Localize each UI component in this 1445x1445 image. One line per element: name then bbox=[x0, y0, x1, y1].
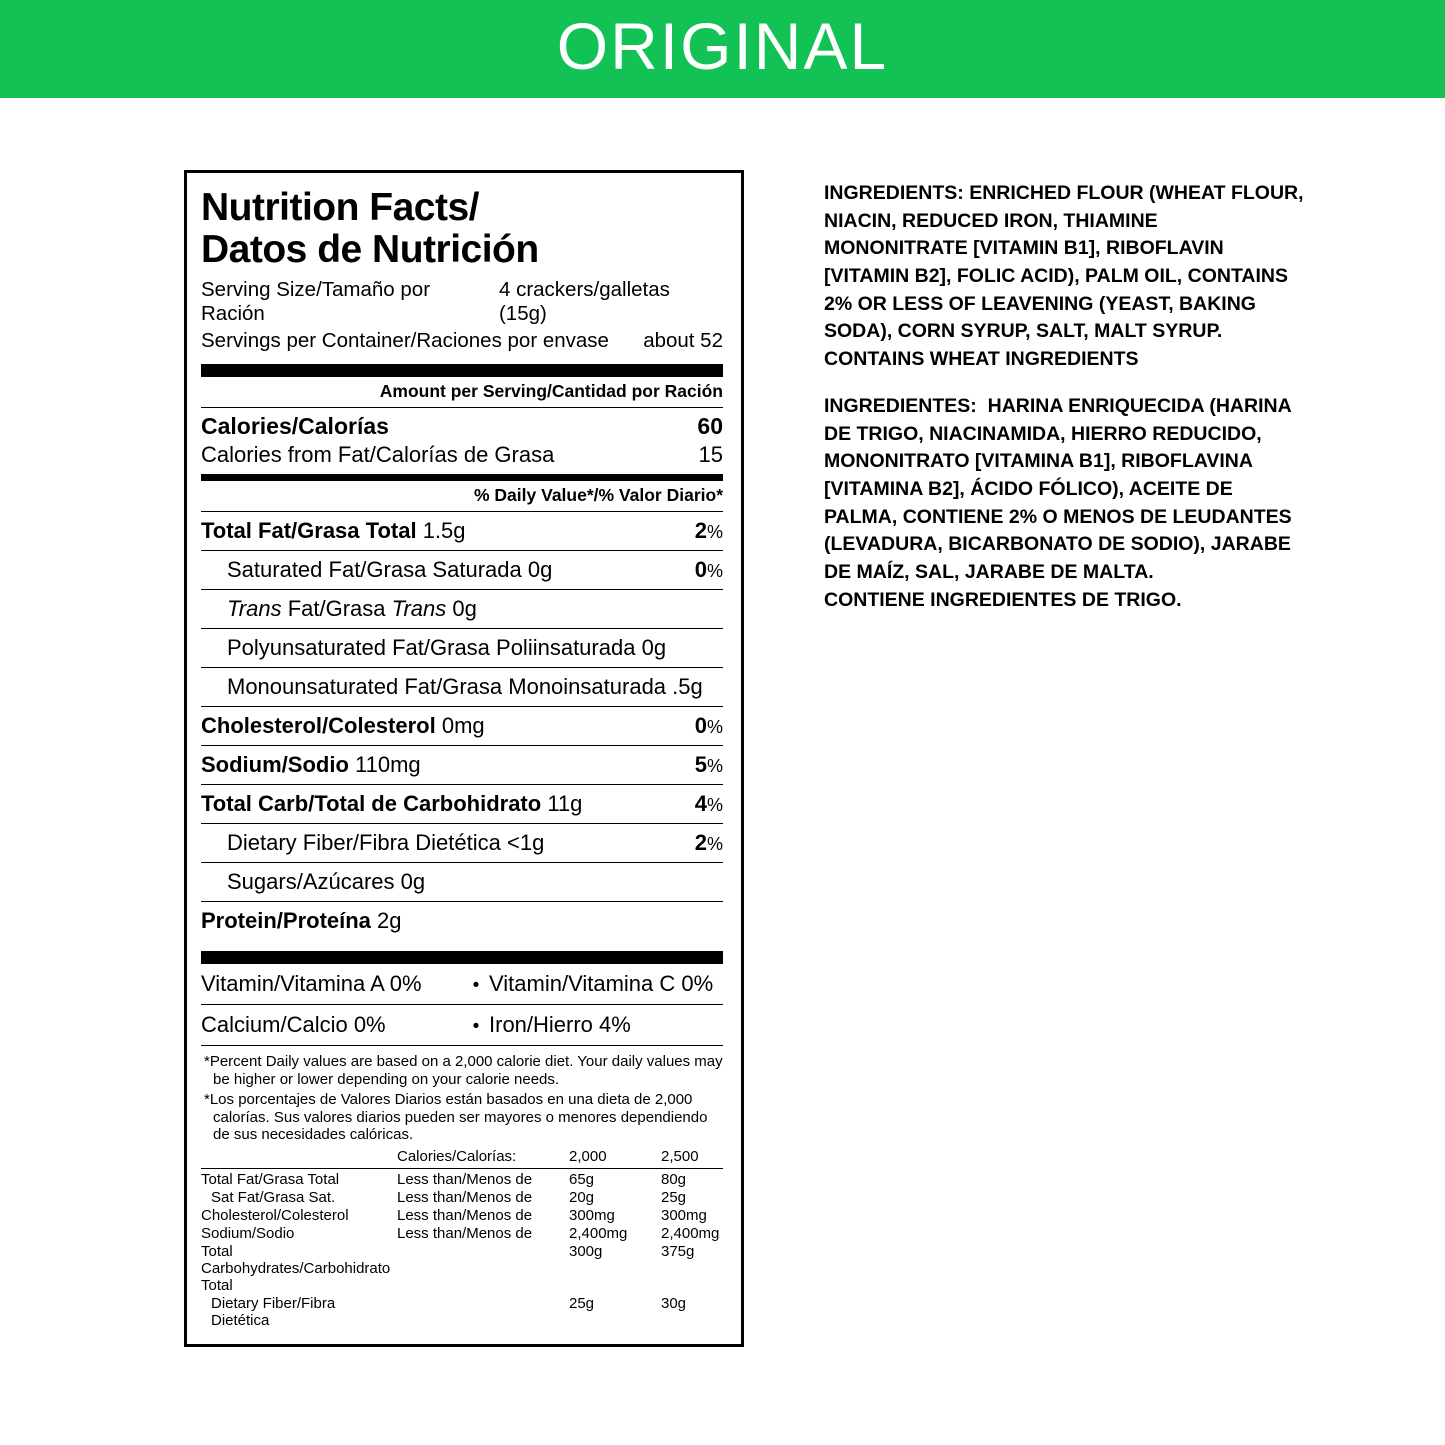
dv-qualifier bbox=[397, 1243, 569, 1295]
nutrient-amount: 110mg bbox=[355, 752, 421, 778]
serving-size-label: Serving Size/Tamaño por Ración bbox=[201, 278, 431, 326]
vitamin-a-value: Vitamin/Vitamina A 0% bbox=[201, 971, 422, 997]
nutrition-facts-title bbox=[201, 187, 723, 270]
nutrient-amount: .5g bbox=[672, 674, 703, 700]
dv-value-2500: 300mg bbox=[661, 1206, 707, 1224]
calories-value: 60 bbox=[697, 413, 723, 440]
bullet-icon: • bbox=[472, 1016, 480, 1038]
calories-row bbox=[201, 408, 723, 442]
nutrient-amount: <1g bbox=[507, 830, 545, 856]
footnote-es: *Los porcentajes de Valores Diarios están basados en una dieta de 2,000 calorías. Sus valores diarios pueden ser mayores o menores dependiendo de sus necesidades calóricas. bbox=[204, 1090, 708, 1144]
nutrient-amount: 1.5g bbox=[422, 518, 466, 544]
nutrient-label: Polyunsaturated Fat/Grasa Poliinsaturada bbox=[227, 635, 636, 661]
ingredients-en-text: ENRICHED FLOUR (WHEAT FLOUR, NIACIN, REDUCED IRON, THIAMINE MONONITRATE [VITAMIN B1], RIBOFLAVIN [VITAMIN B2], FOLIC ACID), PALM OIL, CONTAINS 2% OR LESS OF LEAVENING (YEAST, BAKING SODA), CORN SYRUP, SALT, MALT SYRUP. bbox=[824, 182, 1304, 343]
nutrient-label: Sugars/Azúcares bbox=[227, 869, 395, 895]
table-row bbox=[201, 1295, 723, 1330]
dv-col-2000: 2,000 bbox=[569, 1147, 607, 1165]
ingredients-panel bbox=[824, 170, 1304, 614]
dv-value-2000: 300g bbox=[569, 1242, 603, 1260]
dv-value-2000: 300mg bbox=[569, 1206, 615, 1224]
ingredients-es bbox=[824, 393, 1304, 587]
divider-thick-top bbox=[201, 364, 723, 377]
table-row: Trans Fat/Grasa Trans 0g bbox=[227, 596, 477, 622]
calcium-value: Calcium/Calcio 0% bbox=[201, 1012, 386, 1038]
nutrient-dv: 2 bbox=[694, 518, 707, 544]
dv-qualifier: Less than/Menos de bbox=[397, 1168, 569, 1189]
ingredients-es-text: HARINA ENRIQUECIDA (HARINA DE TRIGO, NIACINAMIDA, HIERRO REDUCIDO, MONONITRATO [VITAMINA B1], RIBOFLAVINA [VITAMINA B2], ÁCIDO FÓLICO), ACEITE DE PALMA, CONTIENE 2% O MENOS DE LEUDANTES (LEVADURA, BICARBONATO DE SODIO), JARABE DE MAÍZ, SAL, JARABE DE MALTA. bbox=[824, 394, 1292, 583]
table-row bbox=[201, 1243, 723, 1295]
dv-value-2000: 20g bbox=[569, 1188, 595, 1206]
nutrient-label: Protein/Proteína bbox=[201, 908, 371, 934]
table-row: Saturated Fat/Grasa Saturada 0g 0% bbox=[227, 557, 723, 583]
dv-value-2000: 25g bbox=[569, 1294, 595, 1312]
servings-per-container-row bbox=[201, 329, 723, 353]
dv-name: Total Carbohydrates/Carbohidrato Total bbox=[201, 1242, 391, 1294]
dv-qualifier: Less than/Menos de bbox=[397, 1224, 533, 1242]
table-row: Sodium/Sodio 110mg 5% bbox=[201, 752, 723, 778]
dv-col-2500: 2,500 bbox=[661, 1147, 699, 1165]
table-row bbox=[201, 1005, 723, 1045]
nutrient-amount: 0g bbox=[527, 557, 553, 583]
dv-empty-cell bbox=[201, 1148, 397, 1169]
table-row bbox=[201, 629, 723, 667]
nutrient-label-es: Trans bbox=[391, 596, 447, 622]
nutrient-label: Dietary Fiber/Fibra Dietética bbox=[227, 830, 501, 856]
nutrient-label: Cholesterol/Colesterol bbox=[201, 713, 436, 739]
calories-from-fat-value: 15 bbox=[698, 442, 723, 468]
dv-qualifier: Less than/Menos de bbox=[397, 1206, 533, 1224]
dv-value-2500: 375g bbox=[661, 1242, 695, 1260]
contains-statement-en: CONTAINS WHEAT INGREDIENTS bbox=[824, 348, 1139, 371]
nutrient-label: Monounsaturated Fat/Grasa Monoinsaturada bbox=[227, 674, 667, 700]
ingredients-es-heading: INGREDIENTES: bbox=[824, 394, 977, 417]
table-row bbox=[201, 863, 723, 901]
nutrient-amount: 0g bbox=[400, 869, 426, 895]
daily-value-header: % Daily Value*/% Valor Diario* bbox=[474, 485, 723, 506]
nutrient-label: Saturated Fat/Grasa Saturada bbox=[227, 557, 522, 583]
spacer bbox=[824, 374, 1304, 393]
dv-qualifier bbox=[397, 1295, 569, 1330]
table-row bbox=[201, 1207, 723, 1225]
servings-per-container-value: about 52 bbox=[643, 329, 723, 353]
table-row bbox=[201, 1168, 723, 1189]
nutrient-label: Sodium/Sodio bbox=[201, 752, 349, 778]
dv-name: Sodium/Sodio bbox=[201, 1224, 295, 1242]
table-row: Cholesterol/Colesterol 0mg 0% bbox=[201, 713, 723, 739]
nutrient-label: Total Fat/Grasa Total bbox=[201, 518, 417, 544]
nutrient-dv: 0 bbox=[694, 557, 707, 583]
footnote-en: *Percent Daily values are based on a 2,000 calorie diet. Your daily values may be higher or lower depending on your calorie needs. bbox=[204, 1053, 723, 1089]
iron-value: Iron/Hierro 4% bbox=[489, 1012, 631, 1038]
nutrition-facts-panel bbox=[184, 170, 744, 1347]
dv-value-2500: 80g bbox=[661, 1168, 723, 1189]
ingredients-en bbox=[824, 180, 1304, 346]
table-row: Dietary Fiber/Fibra Dietética <1g 2% bbox=[227, 830, 723, 856]
dv-qualifier: Less than/Menos de bbox=[397, 1188, 533, 1206]
nutrient-label: Total Carb/Total de Carbohidrato bbox=[201, 791, 542, 817]
dv-name: Total Fat/Grasa Total bbox=[201, 1168, 397, 1189]
nutrition-facts-title-es: Datos de Nutrición bbox=[201, 227, 539, 271]
calories-from-fat-label: Calories from Fat/Calorías de Grasa bbox=[201, 442, 555, 468]
nutrient-dv: 2 bbox=[694, 830, 707, 856]
banner-title: ORIGINAL bbox=[556, 9, 889, 83]
bullet-icon: • bbox=[472, 975, 480, 997]
table-header-row bbox=[201, 1148, 723, 1169]
nutrient-dv: 5 bbox=[694, 752, 707, 778]
serving-size-row bbox=[201, 278, 723, 326]
dv-name: Dietary Fiber/Fibra Dietética bbox=[211, 1294, 336, 1329]
table-row bbox=[201, 1225, 723, 1243]
calories-label: Calories/Calorías bbox=[201, 413, 389, 440]
calories-from-fat-row bbox=[201, 442, 723, 474]
label-content bbox=[0, 98, 1445, 1347]
nutrient-amount: 11g bbox=[547, 791, 583, 817]
dv-value-2500: 30g bbox=[661, 1294, 687, 1312]
serving-size-value: 4 crackers/galletas (15g) bbox=[498, 278, 670, 326]
dv-value-2000: 2,400mg bbox=[569, 1224, 628, 1242]
nutrient-dv: 0 bbox=[694, 713, 707, 739]
table-row bbox=[201, 668, 723, 706]
vitamin-c-value: Vitamin/Vitamina C 0% bbox=[489, 971, 714, 997]
contains-statement-es: CONTIENE INGREDIENTES DE TRIGO. bbox=[824, 588, 1182, 611]
nutrient-rows bbox=[201, 512, 723, 940]
nutrient-amount: 0mg bbox=[441, 713, 485, 739]
table-row bbox=[201, 964, 723, 1004]
dv-value-2500: 2,400mg bbox=[661, 1224, 720, 1242]
footnote-block bbox=[201, 1046, 723, 1143]
table-row bbox=[201, 902, 723, 940]
divider-thick-bottom bbox=[201, 951, 723, 964]
dv-value-2000: 65g bbox=[569, 1168, 661, 1189]
divider-medium bbox=[201, 474, 723, 481]
dv-value-2500: 25g bbox=[661, 1188, 687, 1206]
ingredients-en-heading: INGREDIENTS: bbox=[824, 182, 964, 204]
table-row bbox=[201, 1189, 723, 1207]
nutrient-amount: 0g bbox=[641, 635, 667, 661]
dv-name: Sat Fat/Grasa Sat. bbox=[211, 1188, 336, 1206]
nutrient-amount: 2g bbox=[377, 908, 402, 934]
nutrient-label: Trans bbox=[227, 596, 282, 622]
dv-calories-label: Calories/Calorías: bbox=[397, 1147, 517, 1165]
nutrient-amount: 0g bbox=[452, 596, 477, 622]
product-variant-banner bbox=[0, 0, 1445, 98]
nutrition-facts-title-en: Nutrition Facts/ bbox=[201, 186, 480, 229]
nutrient-dv: 4 bbox=[694, 791, 707, 817]
daily-values-table bbox=[201, 1148, 723, 1330]
table-row: Total Carb/Total de Carbohidrato 11g 4% bbox=[201, 791, 723, 817]
dv-name: Cholesterol/Colesterol bbox=[201, 1206, 349, 1224]
servings-per-container-label: Servings per Container/Raciones por envase bbox=[201, 329, 609, 353]
table-row: Total Fat/Grasa Total 1.5g 2% bbox=[201, 518, 723, 544]
amount-per-serving-label: Amount per Serving/Cantidad por Ración bbox=[379, 381, 723, 402]
